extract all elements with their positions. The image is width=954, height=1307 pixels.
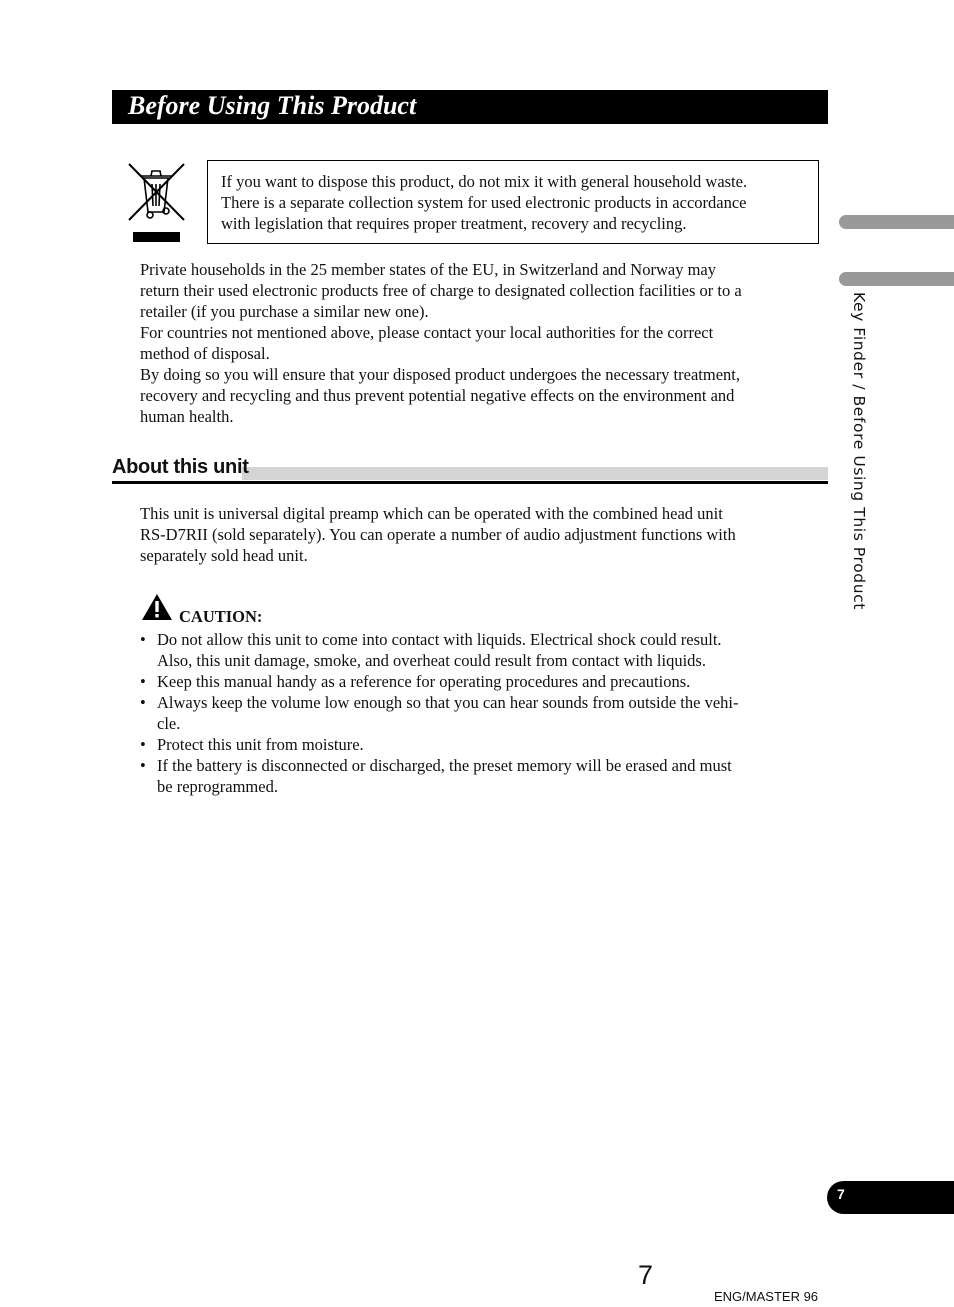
page-number: 7	[638, 1260, 654, 1290]
footer-code: ENG/MASTER 96	[714, 1289, 819, 1304]
list-item-line: Protect this unit from moisture.	[157, 735, 364, 754]
bullet: •	[140, 693, 146, 712]
paragraph-line: By doing so you will ensure that your disposed product undergoes the necessary treatment,	[140, 365, 740, 384]
list-item-line: Do not allow this unit to come into contact with liquids. Electrical shock could result.	[157, 630, 722, 649]
paragraph-line: recovery and recycling and thus prevent potential negative effects on the environment and	[140, 386, 735, 405]
about-heading: About this unit	[112, 456, 249, 478]
notice-line: with legislation that requires proper treatment, recovery and recycling.	[221, 214, 687, 233]
paragraph-line: Private households in the 25 member states of the EU, in Switzerland and Norway may	[140, 260, 716, 279]
heading-black-rule	[112, 481, 828, 484]
notice-line: There is a separate collection system for used electronic products in accordance	[221, 193, 747, 212]
side-section-label: Key Finder / Before Using This Product	[850, 292, 868, 610]
paragraph-line: For countries not mentioned above, please contact your local authorities for the correct	[140, 323, 714, 342]
about-paragraph	[140, 503, 810, 566]
page-tab-number: 7	[837, 1186, 845, 1202]
bullet: •	[140, 735, 146, 754]
list-item	[140, 629, 810, 671]
disposal-notice-box	[207, 160, 819, 244]
crossed-out-wheelie-bin-icon	[126, 160, 186, 244]
paragraph-line: separately sold head unit.	[140, 546, 308, 565]
side-index-tab	[839, 215, 954, 229]
list-item-line: be reprogrammed.	[157, 777, 278, 796]
paragraph-line: retailer (if you purchase a similar new one).	[140, 302, 429, 321]
bullet: •	[140, 672, 146, 691]
list-item-line: If the battery is disconnected or discharged, the preset memory will be erased and must	[157, 756, 732, 775]
paragraph-line: return their used electronic products free of charge to designated collection facilities or to a	[140, 281, 742, 300]
about-heading-block	[112, 452, 828, 486]
list-item-line: Also, this unit damage, smoke, and overheat could result from contact with liquids.	[157, 651, 706, 670]
list-item-line: Always keep the volume low enough so that you can hear sounds from outside the vehi-	[157, 693, 739, 712]
paragraph-line: This unit is universal digital preamp which can be operated with the combined head unit	[140, 504, 723, 523]
bullet: •	[140, 630, 146, 649]
disposal-notice-text	[221, 171, 811, 234]
section-header-bar	[112, 90, 828, 124]
notice-line: If you want to dispose this product, do not mix it with general household waste.	[221, 172, 748, 191]
paragraph-line: RS-D7RII (sold separately). You can operate a number of audio adjustment functions with	[140, 525, 736, 544]
list-item-line: cle.	[157, 714, 181, 733]
list-item-line: Keep this manual handy as a reference for operating procedures and precautions.	[157, 672, 691, 691]
bullet: •	[140, 756, 146, 775]
page-tab	[827, 1181, 954, 1214]
caution-label: CAUTION:	[179, 607, 263, 626]
caution-list	[140, 629, 810, 797]
disposal-paragraphs	[140, 259, 810, 427]
list-item	[140, 734, 810, 755]
side-index-tab	[839, 272, 954, 286]
list-item	[140, 692, 810, 734]
heading-gray-rule	[242, 467, 828, 480]
list-item	[140, 671, 810, 692]
list-item	[140, 755, 810, 797]
paragraph-line: human health.	[140, 407, 234, 426]
paragraph-line: method of disposal.	[140, 344, 270, 363]
section-title: Before Using This Product	[128, 91, 417, 120]
warning-triangle-icon	[141, 593, 173, 621]
